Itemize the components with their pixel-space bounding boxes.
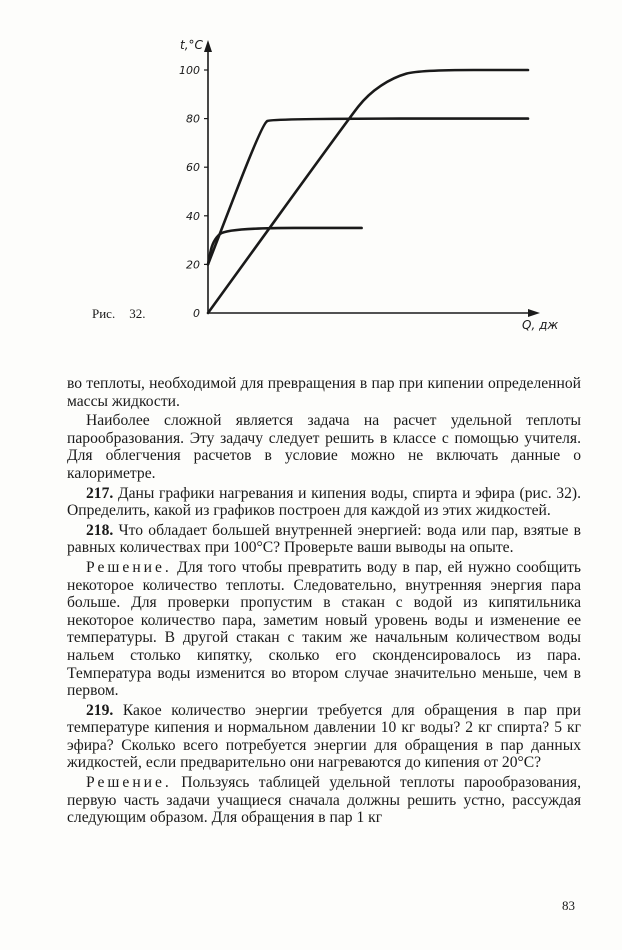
problem-number: 219. — [86, 701, 114, 719]
y-tick-label: 100 — [179, 64, 200, 77]
heating-boiling-chart — [0, 0, 622, 340]
page-number: 83 — [562, 898, 575, 913]
solution-lead: Решение. — [86, 558, 172, 576]
solution-text: Пользуясь таблицей удельной теплоты парообразования, первую часть задачи учащиеся сначала должны решить устно, рассуждая следующим образом. Для обращения в пар 1 кг — [67, 774, 581, 827]
body-text — [67, 375, 581, 827]
y-tick-label: 60 — [186, 161, 200, 175]
figure-caption — [92, 306, 145, 322]
solution-219 — [67, 774, 581, 827]
y-tick-label: 20 — [186, 258, 200, 272]
problem-217 — [67, 485, 581, 520]
paragraph-continuation: во теплоты, необходимой для превращения в пар при кипении определенной массы жидкости. — [67, 375, 581, 410]
solution-lead: Решение. — [86, 774, 172, 792]
solution-218 — [67, 559, 581, 700]
problem-number: 217. — [86, 484, 114, 502]
y-tick-label: 0 — [193, 307, 200, 320]
series-line-ether — [208, 228, 362, 264]
figure-32 — [0, 0, 622, 370]
x-axis-label: Q, дж — [522, 318, 559, 332]
problem-text: Даны графики нагревания и кипения воды, спирта и эфира (рис. 32). Определить, какой из графиков построен для каждой из этих жидкостей. — [67, 484, 581, 520]
caption-label: Рис. — [92, 306, 116, 321]
y-axis-label: t,°C — [180, 38, 203, 52]
y-tick-label: 80 — [186, 112, 200, 126]
x-axis-arrow — [528, 309, 540, 317]
series-line-water — [208, 70, 528, 313]
caption-number: 32. — [129, 306, 146, 321]
problem-218 — [67, 522, 581, 557]
problem-219 — [67, 702, 581, 772]
problem-text: Какое количество энергии требуется для обращения в пар при температуре кипения и нормальном давлении 10 кг воды? 2 кг спирта? 5 кг эфира? Сколько всего потребуется энергии для обращения в пар данных жидкостей, если предварительно они нагреваются до кипения от 20°С? — [67, 701, 581, 772]
paragraph-method-note: Наиболее сложной является задача на расчет удельной теплоты парообразования. Эту задачу следует решить в классе с помощью учителя. Для облегчения расчетов в условие можно не включать данные о калориметре. — [67, 412, 581, 482]
y-axis-arrow — [204, 40, 212, 52]
y-tick-label: 40 — [186, 209, 200, 223]
series-line-alcohol — [208, 119, 528, 265]
solution-text: Для того чтобы превратить воду в пар, ей нужно сообщить некоторое количество теплоты. Следовательно, внутренняя энергия пара больше. Для проверки пропустим в стакан с водой из кипятильника некоторое количество пара, заметим новый уровень воды и изменение ее температуры. В другой стакан с таким же начальным количеством воды нальем столько кипятку, сколько его сконденсировалось из пара. Температура воды изменится во втором случае значительно меньше, чем в первом. — [67, 558, 581, 700]
problem-text: Что обладает большей внутренней энергией: вода или пар, взятые в равных количествах при 100°С? Проверьте ваши выводы на опыте. — [67, 521, 581, 557]
problem-number: 218. — [86, 521, 114, 539]
